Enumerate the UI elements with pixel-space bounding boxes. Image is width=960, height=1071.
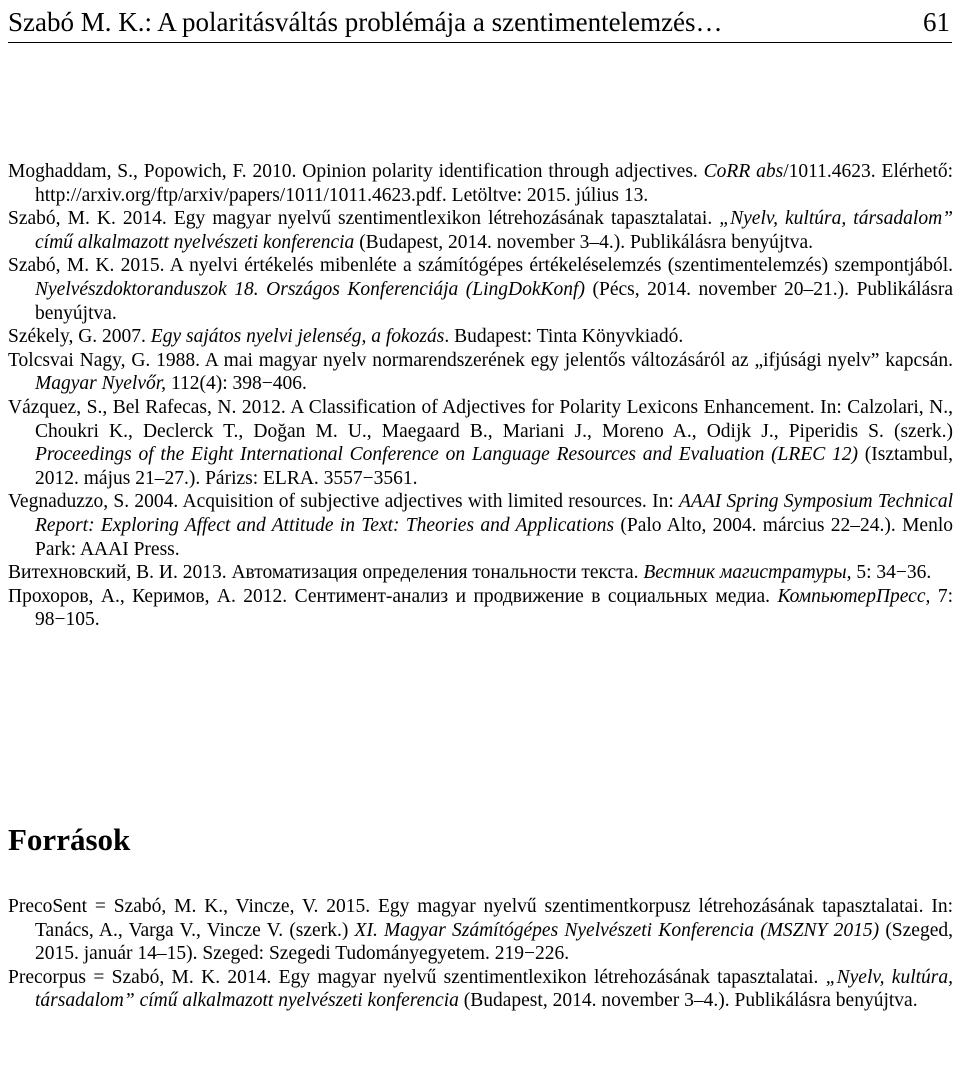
reference-italic-segment: „Nyelv, kultúra, társadalom” című alkalmazott nyelvészeti konferencia [35, 966, 953, 1012]
page-number: 61 [923, 7, 950, 37]
reference-text-segment: Vegnaduzzo, S. 2004. Acquisition of subjective adjectives with limited resources. In: [8, 491, 680, 513]
reference-italic-segment: CoRR abs [703, 161, 784, 182]
reference-text-segment: . Budapest: Tinta Könyvkiadó. [444, 326, 684, 348]
reference-text-segment: Прохоров, А., Керимов, А. 2012. Сентимент-анализ и продвижение в социальных медиа. [8, 585, 778, 607]
reference-italic-segment: КомпьютерПресс, [777, 585, 931, 607]
reference-italic-segment: „Nyelv, kultúra, társadalom” című alkalmazott nyelvészeti konferencia [35, 208, 953, 253]
reference-entry [8, 160, 953, 207]
reference-entry [8, 490, 953, 561]
header-title: Szabó M. K.: A polaritásváltás problémája a szentimentelemzés… [8, 7, 723, 37]
reference-entry [8, 396, 953, 490]
reference-text-segment: 7: 98−105. [35, 585, 953, 631]
reference-text-segment: Precorpus = Szabó, M. K. 2014. Egy magyar nyelvű szentimentlexikon létrehozásának tapasztalatai. [8, 966, 826, 988]
section-heading-sources: Források [8, 822, 131, 857]
reference-italic-segment: Nyelvészdoktoranduszok 18. Országos Konferenciája (LingDokKonf) [35, 278, 585, 300]
reference-entry [8, 325, 953, 349]
reference-text-segment: (Palo Alto, 2004. március 22‒24.). Menlo Park: AAAI Press. [35, 514, 953, 560]
reference-italic-segment: XI. Magyar Számítógépes Nyelvészeti Konferencia (MSZNY 2015) [354, 919, 880, 941]
reference-text-segment: Szabó, M. K. 2014. Egy magyar nyelvű szentimentlexikon létrehozásának tapasztalatai. [8, 208, 720, 230]
reference-text-segment: Moghaddam, S., Popowich, F. 2010. Opinion polarity identification through adjectives. [8, 161, 704, 182]
source-entry [8, 895, 953, 966]
reference-text-segment: (Isztambul, 2012. május 21‒27.). Párizs: ELRA. 3557−3561. [35, 444, 954, 489]
reference-text-segment: (Budapest, 2014. november 3‒4.). Publikálásra benyújtva. [354, 231, 814, 253]
reference-entry [8, 349, 953, 396]
reference-text-segment: 5: 34−36. [851, 562, 932, 584]
reference-italic-segment: Вестник магистратуры, [643, 562, 852, 584]
reference-text-segment: Tolcsvai Nagy, G. 1988. A mai magyar nyelv normarendszerének egy jelentős változásáról az „ifjúsági nyelv” kapcsán. [8, 349, 953, 371]
reference-text-segment: /1011.4623. Elérhető: http://arxiv.org/ftp/arxiv/papers/1011/1011.4623.pdf. Letöltve: 2015. július 13. [35, 161, 953, 206]
running-header [8, 2, 952, 43]
reference-italic-segment: Magyar Nyelvőr, [35, 373, 167, 395]
reference-text-segment: (Pécs, 2014. november 20‒21.). Publikálásra benyújtva. [35, 278, 953, 324]
reference-text-segment: (Budapest, 2014. november 3‒4.). Publikálásra benyújtva. [458, 990, 918, 1012]
source-entry [8, 966, 953, 1013]
reference-entry [8, 585, 953, 632]
reference-text-segment: 112(4): 398−406. [166, 373, 307, 395]
reference-entry [8, 561, 953, 585]
reference-text-segment: Витехновский, В. И. 2013. Автоматизация определения тональности текста. [8, 562, 644, 584]
sources-list [8, 895, 953, 1013]
reference-text-segment: (Szeged, 2015. január 14‒15). Szeged: Szegedi Tudományegyetem. 219−226. [35, 919, 953, 965]
reference-text-segment: PrecoSent = Szabó, M. K., Vincze, V. 2015. Egy magyar nyelvű szentimentkorpusz létrehozásának tapasztalatai. In: Tanács, A., Varga V., Vincze V. (szerk.) [8, 896, 953, 941]
reference-text-segment: Székely, G. 2007. [8, 326, 151, 348]
reference-italic-segment: AAAI Spring Symposium Technical Report: Exploring Affect and Attitude in Text: Theories and Applications [35, 491, 953, 536]
reference-list [8, 160, 953, 632]
reference-text-segment: Szabó, M. K. 2015. A nyelvi értékelés mibenléte a számítógépes értékeléselemzés (szentimentelemzés) szempontjából. [8, 255, 953, 277]
reference-entry [8, 207, 953, 254]
reference-italic-segment: Egy sajátos nyelvi jelenség, a fokozás [150, 326, 445, 348]
reference-entry [8, 254, 953, 325]
reference-text-segment: Vázquez, S., Bel Rafecas, N. 2012. A Classification of Adjectives for Polarity Lexicons Enhancement. In: Calzolari, N., Choukri K., Declerck T., Doğan M. U., Maegaard B., Mariani J., Moreno A., Odijk J., Piperidis S. (szerk.) [8, 396, 953, 442]
reference-italic-segment: Proceedings of the Eight International Conference on Language Resources and Evaluation (LREC 12) [35, 444, 858, 466]
